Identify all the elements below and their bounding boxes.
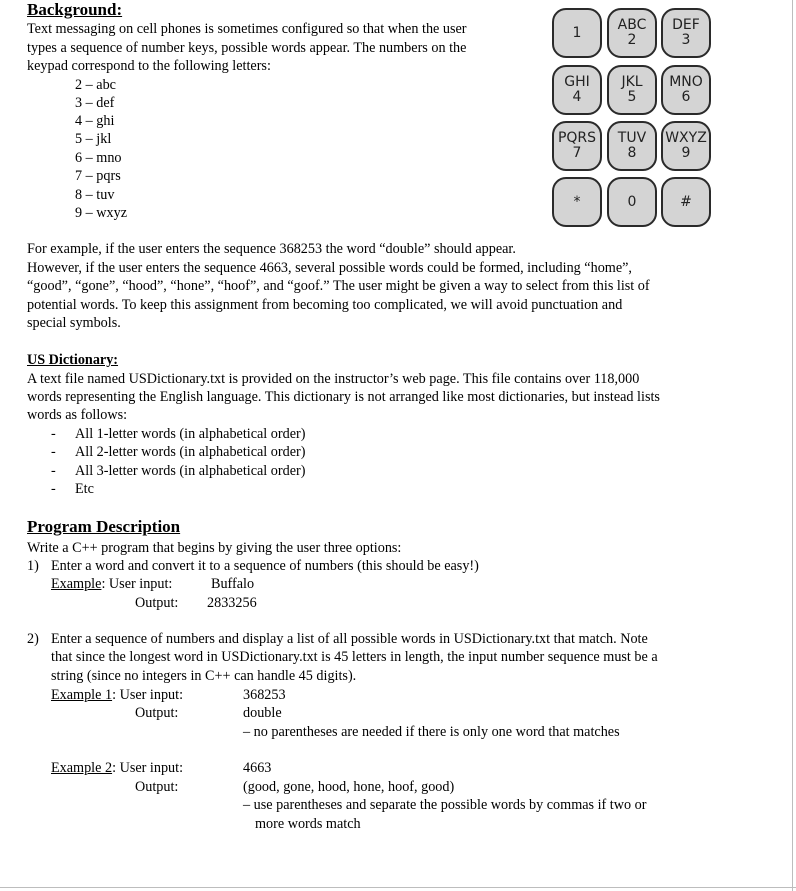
bullet-dash: - <box>51 444 56 460</box>
keypad-key-3 <box>661 8 711 58</box>
key-digit: 6 <box>681 89 691 105</box>
example-label: Example 2 <box>51 760 113 776</box>
key-digit: 7 <box>572 145 582 161</box>
keypad-key-4 <box>552 65 602 115</box>
example1-note: – no parentheses are needed if there is only one word that matches <box>243 724 620 740</box>
option-number: 1) <box>27 558 39 574</box>
key-letters: ABC <box>617 17 647 33</box>
dictionary-list-item: All 1-letter words (in alphabetical order) <box>75 426 306 442</box>
keypad-key-star <box>552 177 602 227</box>
key-letters: WXYZ <box>665 130 707 146</box>
option1-input-value: Buffalo <box>211 576 255 592</box>
example-line: “good”, “gone”, “hood”, “hone”, “hoof”, and “goof.” The user might be given a way to select from this list of <box>27 278 650 294</box>
page-border-bottom <box>0 887 796 888</box>
key-digit: 0 <box>627 193 637 210</box>
dictionary-list-item: All 2-letter words (in alphabetical order) <box>75 444 306 460</box>
example2-output-value: (good, gone, hood, hone, hoof, good) <box>243 779 455 795</box>
mapping-item: 2 – abc <box>75 77 116 93</box>
key-letters: DEF <box>672 17 700 33</box>
mapping-item: 9 – wxyz <box>75 205 128 221</box>
option2-line: that since the longest word in USDictionary.txt is 45 letters in length, the input number sequence must be a <box>51 649 658 665</box>
example2-note: – use parentheses and separate the possible words by commas if two or <box>243 797 647 813</box>
dictionary-line: words as follows: <box>27 407 128 423</box>
keypad-key-5 <box>607 65 657 115</box>
example2-heading <box>51 759 183 777</box>
key-digit: 9 <box>681 145 691 161</box>
program-heading: Program Description <box>27 517 181 536</box>
key-digit: 4 <box>572 89 582 105</box>
keypad-key-7 <box>552 121 602 171</box>
output-label: Output: <box>135 779 179 795</box>
option-number: 2) <box>27 631 39 647</box>
example2-input-value: 4663 <box>243 760 272 776</box>
output-label: Output: <box>135 705 179 721</box>
example-line: However, if the user enters the sequence 4663, several possible words could be formed, including “home”, <box>27 260 632 276</box>
keypad-key-6 <box>661 65 711 115</box>
mapping-item: 8 – tuv <box>75 187 115 203</box>
keypad-key-0 <box>607 177 657 227</box>
input-label: : User input: <box>112 687 184 703</box>
option1-text: Enter a word and convert it to a sequence of numbers (this should be easy!) <box>51 558 479 574</box>
option2-line: Enter a sequence of numbers and display a list of all possible words in USDictionary.txt that match. Note <box>51 631 648 647</box>
bullet-dash: - <box>51 481 56 497</box>
example-line: potential words. To keep this assignment from becoming too complicated, we will avoid punctuation and <box>27 297 623 313</box>
key-letters: MNO <box>669 74 703 90</box>
key-letters: JKL <box>621 74 643 90</box>
intro-line: keypad correspond to the following letters: <box>27 58 271 74</box>
dictionary-heading: US Dictionary: <box>27 352 119 368</box>
mapping-item: 7 – pqrs <box>75 168 121 184</box>
mapping-item: 5 – jkl <box>75 131 112 147</box>
bullet-dash: - <box>51 426 56 442</box>
dictionary-line: A text file named USDictionary.txt is provided on the instructor’s web page. This file contains over 118,000 <box>27 371 640 387</box>
option2-line: string (since no integers in C++ can handle 45 digits). <box>51 668 357 684</box>
example1-input-value: 368253 <box>243 687 286 703</box>
example2-note: more words match <box>255 816 361 832</box>
option1-example <box>51 575 172 593</box>
background-heading: Background: <box>27 0 123 19</box>
example1-output-value: double <box>243 705 282 721</box>
key-digit: # <box>680 193 692 210</box>
key-digit: 8 <box>627 145 637 161</box>
mapping-item: 6 – mno <box>75 150 122 166</box>
input-label: : User input: <box>112 760 184 776</box>
option1-output-value: 2833256 <box>207 595 257 611</box>
key-digit: 3 <box>681 32 691 48</box>
example-line: For example, if the user enters the sequence 368253 the word “double” should appear. <box>27 241 516 257</box>
key-digit: 5 <box>627 89 637 105</box>
mapping-item: 4 – ghi <box>75 113 115 129</box>
example1-heading <box>51 686 183 704</box>
keypad-key-2 <box>607 8 657 58</box>
program-intro: Write a C++ program that begins by giving the user three options: <box>27 540 402 556</box>
input-label: : User input: <box>101 576 173 592</box>
output-label: Output: <box>135 595 179 611</box>
key-digit: * <box>573 193 581 210</box>
keypad-key-9 <box>661 121 711 171</box>
keypad-key-1 <box>552 8 602 58</box>
key-letters: PQRS <box>557 130 597 146</box>
example-label: Example 1 <box>51 687 113 703</box>
keypad-key-hash <box>661 177 711 227</box>
keypad-key-8 <box>607 121 657 171</box>
key-letters: TUV <box>617 130 647 146</box>
intro-line: types a sequence of number keys, possible words appear. The numbers on the <box>27 40 467 56</box>
dictionary-list-item: All 3-letter words (in alphabetical order) <box>75 463 306 479</box>
mapping-item: 3 – def <box>75 95 115 111</box>
intro-line: Text messaging on cell phones is sometimes configured so that when the user <box>27 21 467 37</box>
example-line: special symbols. <box>27 315 121 331</box>
key-digit: 2 <box>627 32 637 48</box>
dictionary-line: words representing the English language. This dictionary is not arranged like most dictionaries, but instead lists <box>27 389 660 405</box>
page-border-right <box>792 0 793 891</box>
bullet-dash: - <box>51 463 56 479</box>
key-digit: 1 <box>572 24 582 41</box>
example-label: Example <box>51 576 102 592</box>
key-letters: GHI <box>564 74 590 90</box>
dictionary-list-item: Etc <box>75 481 94 497</box>
